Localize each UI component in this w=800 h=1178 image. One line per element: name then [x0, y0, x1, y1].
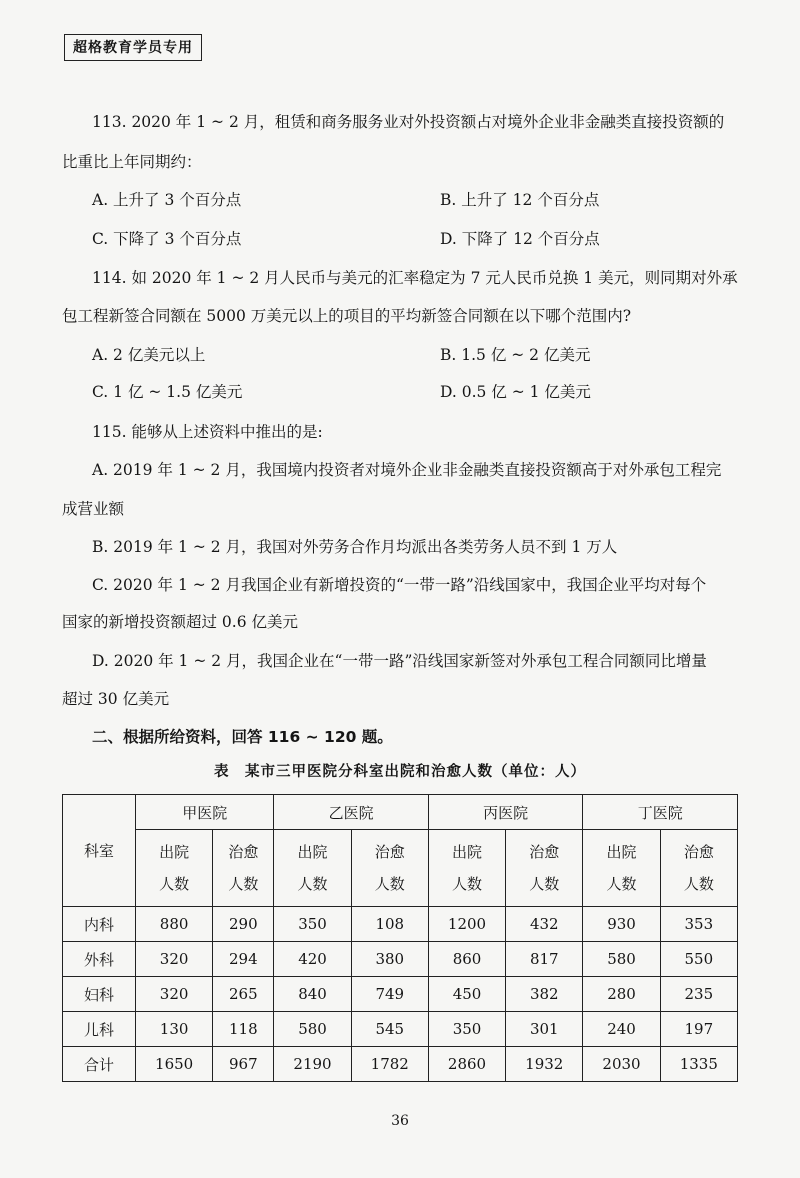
q115-stem: 115. 能够从上述资料中推出的是:	[92, 423, 323, 441]
table-row	[63, 977, 738, 1012]
subheader-discharged-line1: 出院	[159, 843, 190, 861]
value-cell: 1782	[351, 1047, 428, 1082]
q113-option-d: D. 下降了 12 个百分点	[440, 230, 600, 248]
q113-option-c: C. 下降了 3 个百分点	[92, 230, 242, 248]
dept-cell: 合计	[63, 1047, 136, 1082]
value-cell: 840	[274, 977, 351, 1012]
value-cell: 545	[351, 1012, 428, 1047]
q115-option-a-line2: 成营业额	[62, 500, 125, 518]
q114-option-b: B. 1.5 亿 ~ 2 亿美元	[440, 346, 591, 364]
table-row-total	[63, 1047, 738, 1082]
value-cell: 290	[213, 907, 274, 942]
value-cell: 880	[136, 907, 213, 942]
q113-option-a: A. 上升了 3 个百分点	[92, 191, 242, 209]
subheader-cured	[213, 830, 274, 907]
value-cell: 130	[136, 1012, 213, 1047]
value-cell: 930	[583, 907, 660, 942]
value-cell: 240	[583, 1012, 660, 1047]
q115-option-c-line2: 国家的新增投资额超过 0.6 亿美元	[62, 613, 299, 631]
value-cell: 320	[136, 942, 213, 977]
table-row	[63, 942, 738, 977]
value-cell: 450	[428, 977, 505, 1012]
value-cell: 580	[274, 1012, 351, 1047]
table-caption: 表 某市三甲医院分科室出院和治愈人数（单位：人）	[214, 763, 586, 780]
hospital-table	[62, 794, 738, 1082]
subheader-cured	[660, 830, 737, 907]
subheader-cured-line2: 人数	[683, 875, 714, 893]
table-row	[63, 1012, 738, 1047]
value-cell: 320	[136, 977, 213, 1012]
hospital-header: 乙医院	[274, 795, 429, 830]
subheader-discharged-line1: 出院	[606, 843, 637, 861]
q113-option-b: B. 上升了 12 个百分点	[440, 191, 600, 209]
dept-cell: 外科	[63, 942, 136, 977]
value-cell: 432	[506, 907, 583, 942]
value-cell: 350	[428, 1012, 505, 1047]
subheader-discharged-line1: 出院	[297, 843, 328, 861]
subheader-cured	[351, 830, 428, 907]
dept-cell: 妇科	[63, 977, 136, 1012]
value-cell: 382	[506, 977, 583, 1012]
subheader-cured-line2: 人数	[228, 875, 259, 893]
value-cell: 235	[660, 977, 737, 1012]
hospital-header: 丁医院	[583, 795, 738, 830]
page-number: 36	[391, 1113, 409, 1129]
value-cell: 550	[660, 942, 737, 977]
subheader-discharged-line1: 出院	[452, 843, 483, 861]
subheader-discharged-line2: 人数	[297, 875, 328, 893]
value-cell: 294	[213, 942, 274, 977]
value-cell: 817	[506, 942, 583, 977]
value-cell: 380	[351, 942, 428, 977]
value-cell: 301	[506, 1012, 583, 1047]
subheader-discharged	[274, 830, 351, 907]
subheader-cured-line1: 治愈	[228, 843, 259, 861]
value-cell: 860	[428, 942, 505, 977]
subheader-cured-line2: 人数	[529, 875, 560, 893]
section-2-heading: 二、根据所给资料，回答 116 ~ 120 题。	[92, 728, 393, 746]
subheader-discharged	[583, 830, 660, 907]
value-cell: 580	[583, 942, 660, 977]
q115-option-b: B. 2019 年 1 ~ 2 月，我国对外劳务合作月均派出各类劳务人员不到 1 万人	[92, 538, 618, 556]
student-only-badge: 超格教育学员专用	[64, 34, 202, 61]
subheader-discharged-line2: 人数	[606, 875, 637, 893]
dept-cell: 内科	[63, 907, 136, 942]
subheader-cured-line1: 治愈	[683, 843, 714, 861]
table-corner-header: 科室	[63, 795, 136, 907]
q114-stem-line2: 包工程新签合同额在 5000 万美元以上的项目的平均新签合同额在以下哪个范围内?	[62, 307, 632, 325]
table-row	[63, 907, 738, 942]
q115-option-d-line2: 超过 30 亿美元	[62, 690, 170, 708]
subheader-discharged	[428, 830, 505, 907]
subheader-cured-line2: 人数	[374, 875, 405, 893]
value-cell: 420	[274, 942, 351, 977]
q114-option-a: A. 2 亿美元以上	[92, 346, 206, 364]
q115-option-a-line1: A. 2019 年 1 ~ 2 月，我国境内投资者对境外企业非金融类直接投资额高于对外承包工程完	[92, 461, 722, 479]
q114-option-d: D. 0.5 亿 ~ 1 亿美元	[440, 383, 591, 401]
subheader-cured-line1: 治愈	[529, 843, 560, 861]
value-cell: 1932	[506, 1047, 583, 1082]
q113-stem-line2: 比重比上年同期约：	[62, 153, 202, 171]
q115-option-c-line1: C. 2020 年 1 ~ 2 月我国企业有新增投资的“一带一路”沿线国家中，我国企业平均对每个	[92, 576, 707, 594]
q115-option-d-line1: D. 2020 年 1 ~ 2 月，我国企业在“一带一路”沿线国家新签对外承包工程合同额同比增量	[92, 652, 707, 670]
subheader-cured	[506, 830, 583, 907]
q113-stem-line1: 113. 2020 年 1 ~ 2 月，租赁和商务服务业对外投资额占对境外企业非金融类直接投资额的	[92, 113, 725, 131]
value-cell: 2190	[274, 1047, 351, 1082]
value-cell: 350	[274, 907, 351, 942]
subheader-discharged-line2: 人数	[452, 875, 483, 893]
value-cell: 280	[583, 977, 660, 1012]
q114-option-c: C. 1 亿 ~ 1.5 亿美元	[92, 383, 243, 401]
value-cell: 967	[213, 1047, 274, 1082]
value-cell: 197	[660, 1012, 737, 1047]
value-cell: 353	[660, 907, 737, 942]
subheader-discharged	[136, 830, 213, 907]
value-cell: 749	[351, 977, 428, 1012]
hospital-header: 甲医院	[136, 795, 274, 830]
q114-stem-line1: 114. 如 2020 年 1 ~ 2 月人民币与美元的汇率稳定为 7 元人民币兑换 1 美元，则同期对外承	[92, 269, 738, 287]
value-cell: 108	[351, 907, 428, 942]
value-cell: 265	[213, 977, 274, 1012]
hospital-header: 丙医院	[428, 795, 583, 830]
value-cell: 2030	[583, 1047, 660, 1082]
dept-cell: 儿科	[63, 1012, 136, 1047]
value-cell: 1200	[428, 907, 505, 942]
value-cell: 118	[213, 1012, 274, 1047]
subheader-discharged-line2: 人数	[159, 875, 190, 893]
value-cell: 2860	[428, 1047, 505, 1082]
value-cell: 1335	[660, 1047, 737, 1082]
value-cell: 1650	[136, 1047, 213, 1082]
subheader-cured-line1: 治愈	[374, 843, 405, 861]
